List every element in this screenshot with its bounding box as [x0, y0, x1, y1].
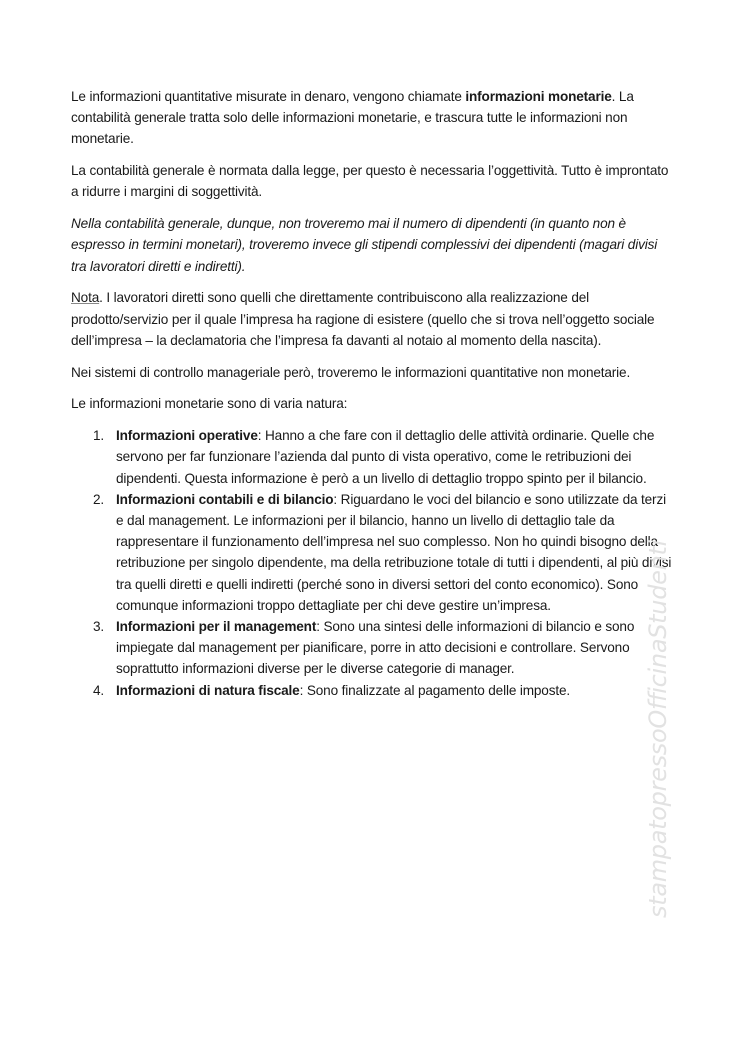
list-item [71, 489, 675, 616]
paragraph-example-italic: Nella contabilità generale, dunque, non troveremo mai il numero di dipendenti (in quanto non è espresso in termini monetari), troveremo invece gli stipendi complessivi dei dipendenti (magari divisi tra lavoratori diretti e indiretti). [71, 216, 658, 274]
paragraph-list-intro: Le informazioni monetarie sono di varia natura: [71, 396, 348, 412]
list-item-text: : Sono una sintesi delle informazioni di bilancio e sono impiegate dal management per pianificare, porre in atto decisioni e controllare. Servono soprattutto informazioni diverse per le diverse categorie di manager. [116, 619, 635, 677]
list-number: 1. [93, 428, 105, 444]
list-item-title: Informazioni operative [116, 428, 258, 444]
bold-term: informazioni monetarie [465, 89, 612, 104]
paragraph-monetary-info: Le informazioni quantitative misurate in denaro, vengono chiamate informazioni monetarie. La contabilità generale tratta solo delle informazioni monetarie, e trascura tutte le informazioni non monetarie. [71, 89, 634, 147]
paragraph-note: Nota. I lavoratori diretti sono quelli che direttamente contribuiscono alla realizzazione del prodotto/servizio per il quale l’impresa ha ragione di esistere (quello che si trova nell’oggetto sociale dell’impresa – la declamatoria che l’impresa fa davanti al notaio al momento della nascita). [71, 290, 655, 348]
info-types-list [71, 425, 675, 701]
list-number: 2. [93, 491, 105, 507]
list-item [71, 425, 675, 489]
note-label: Nota [71, 290, 100, 306]
list-item-title: Informazioni di natura fiscale [116, 682, 300, 698]
list-item-text: : Hanno a che fare con il dettaglio delle attività ordinarie. Quelle che servono per far funzionare l’azienda dal punto di vista operativo, come le retribuzioni dei dipendenti. Questa informazione è però a un livello di dettaglio troppo spinto per il bilancio. [116, 428, 655, 486]
list-item-text: : Riguardano le voci del bilancio e sono utilizzate da terzi e dal management. Le informazioni per il bilancio, hanno un livello di dettaglio tale da rappresentare il funzionamento dell’impresa nel suo complesso. Non ho quindi bisogno della retribuzione per singolo dipendente, ma della retribuzione totale di tutti i dipendenti, al più divisi tra quelli diretti e quelli indiretti (perché sono in diversi settori del conto economico). Sono comunque informazioni troppo dettagliate per chi deve gestire un’impresa. [116, 491, 672, 613]
document-page [71, 86, 675, 701]
list-number: 3. [93, 619, 105, 635]
list-item-title: Informazioni contabili e di bilancio [116, 491, 334, 507]
list-item-title: Informazioni per il management [116, 619, 317, 635]
list-number: 4. [93, 682, 105, 698]
paragraph-legal-objectivity: La contabilità generale è normata dalla legge, per questo è necessaria l’oggettività. Tutto è improntato a ridurre i margini di soggettività. [71, 163, 669, 200]
paragraph-management-control: Nei sistemi di controllo manageriale però, troveremo le informazioni quantitative non monetarie. [71, 364, 631, 380]
list-item [71, 680, 675, 701]
watermark: stampatopressoOfficinaStudenti [644, 540, 672, 918]
list-item [71, 616, 675, 680]
list-item-text: : Sono finalizzate al pagamento delle imposte. [299, 682, 571, 698]
